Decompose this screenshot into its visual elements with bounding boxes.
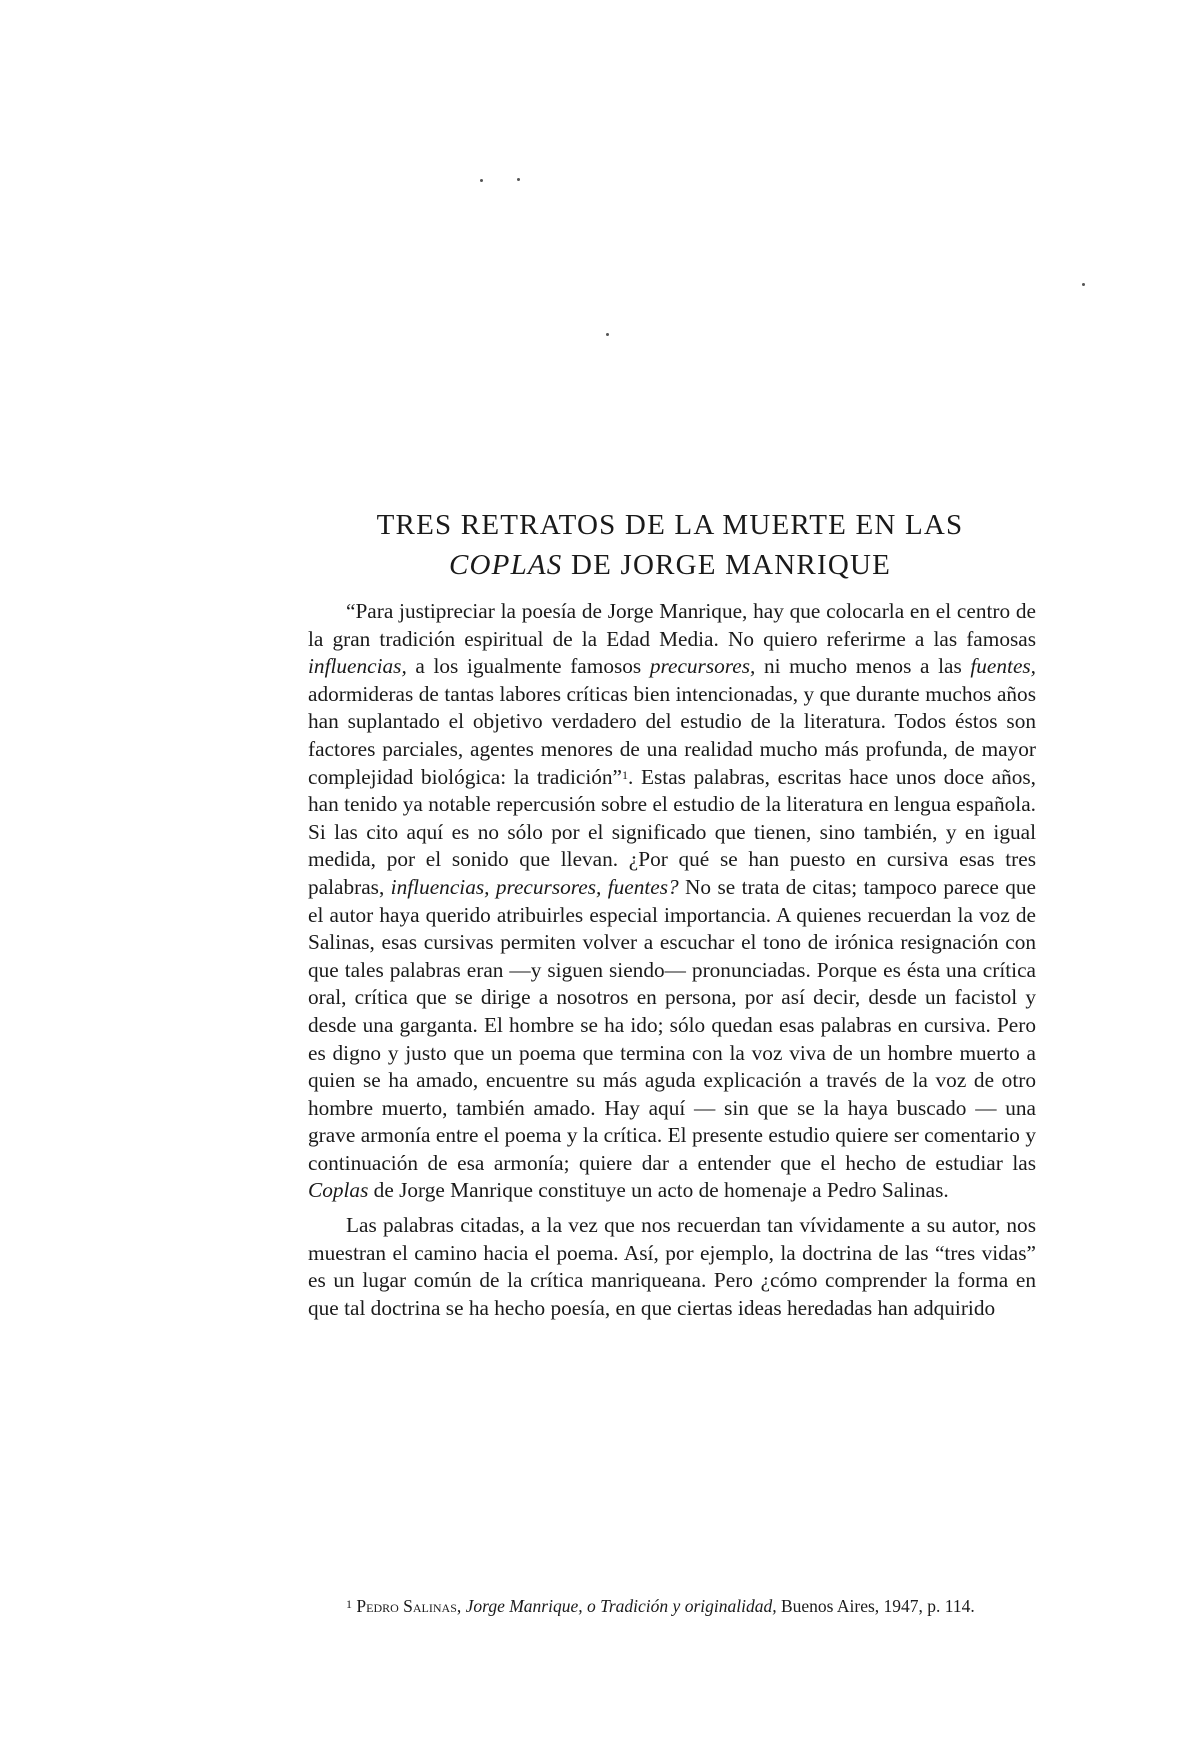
footnote-1 xyxy=(308,1594,1036,1618)
footnote-ref: 1 xyxy=(622,767,628,782)
article-title xyxy=(300,505,1040,585)
footnote xyxy=(308,1594,1036,1618)
italic-text: influencias, precursores, fuentes? xyxy=(390,874,679,899)
title-italic-word: COPLAS xyxy=(448,549,563,581)
paragraph-1 xyxy=(308,598,1036,1205)
italic-text: fuentes, xyxy=(970,654,1037,679)
article-body xyxy=(308,598,1036,1322)
footnote-ref: 1 xyxy=(346,1597,352,1611)
scan-speck xyxy=(517,178,520,181)
text-run: “Para justipreciar la poesía de Jorge Manrique, hay que colocarla en el centro de la gran tradición espiritual de la Edad Media. No quiero referirme a las famosas xyxy=(308,599,1036,651)
text-run: Buenos Aires, 1947, p. 114. xyxy=(776,1596,975,1616)
italic-text: Coplas xyxy=(308,1178,369,1203)
italic-text: precursores, xyxy=(649,654,756,679)
small-caps-text: Pedro Salinas, xyxy=(356,1596,462,1616)
text-run: a los igualmente famosos xyxy=(406,654,650,679)
scan-speck xyxy=(606,333,609,336)
text-run: No se trata de citas; tampoco parece que el autor haya querido atribuirles especial importancia. A quienes recuerdan la voz de Salinas, esas cursivas permiten volver a escuchar el tono de irónica resignación con que tales palabras eran —y siguen siendo— pronunciadas. Porque es ésta una crítica oral, crítica que se dirige a nosotros en persona, por así decir, desde un facistol y desde una garganta. El hombre se ha ido; sólo quedan esas palabras en cursiva. Pero es digno y justo que un poema que termina con la voz viva de un hombre muerto a quien se ha amado, encuentre su más aguda explicación a través de la voz de otro hombre muerto, también amado. Hay aquí — sin que se la haya buscado — una grave armonía entre el poema y la crítica. El presente estudio quiere ser comentario y continuación de esa armonía; quiere dar a entender que el hecho de estudiar las xyxy=(308,874,1036,1175)
title-line-1: TRES RETRATOS DE LA MUERTE EN LAS xyxy=(376,509,964,541)
title-line-2 xyxy=(300,545,1040,585)
text-run: de Jorge Manrique constituye un acto de homenaje a Pedro Salinas. xyxy=(368,1178,949,1203)
text-run: adormideras de tantas labores críticas bien intencionadas, y que durante muchos años han suplantado el objetivo verdadero del estudio de la literatura. Todos éstos son factores parciales, agentes menores de una realidad mucho más profunda, de mayor complejidad biológica: la tradición” xyxy=(308,681,1036,789)
italic-text: Jorge Manrique, o Tradición y originalidad, xyxy=(465,1596,777,1616)
scan-speck xyxy=(480,179,483,182)
text-run: . Estas palabras, escritas hace unos doce años, han tenido ya notable repercusión sobre el estudio de la literatura en lengua española. Si las cito aquí es no sólo por el significado que tienen, sino también, y en igual medida, por el sonido que llevan. ¿Por qué se han puesto en cursiva esas tres palabras, xyxy=(308,764,1036,899)
paragraph-2 xyxy=(308,1212,1036,1322)
text-run: Las palabras citadas, a la vez que nos recuerdan tan vívidamente a su autor, nos muestran el camino hacia el poema. Así, por ejemplo, la doctrina de las “tres vidas” es un lugar común de la crítica manriqueana. Pero ¿cómo comprender la forma en que tal doctrina se ha hecho poesía, en que ciertas ideas heredadas han adquirido xyxy=(308,1213,1036,1320)
scan-speck xyxy=(1082,283,1085,286)
text-run: ni mucho menos a las xyxy=(755,654,971,679)
italic-text: influencias, xyxy=(308,654,407,679)
title-line-2-rest: DE JORGE MANRIQUE xyxy=(562,549,892,581)
